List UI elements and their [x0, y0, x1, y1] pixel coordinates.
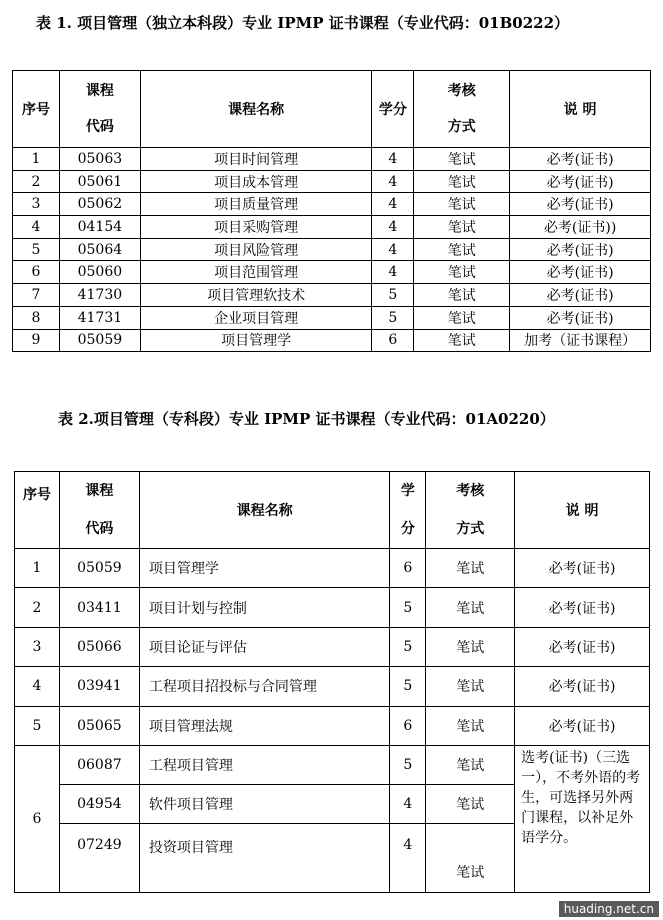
seq-cell: 1: [15, 549, 60, 588]
credit-cell: 4: [390, 823, 426, 892]
code-cell: 04154: [59, 216, 140, 239]
code-cell: 05061: [59, 170, 140, 193]
note-cell: 必考(证书): [510, 170, 651, 193]
code-cell: 04954: [59, 784, 139, 823]
seq-cell: 4: [15, 667, 60, 706]
table-row: [13, 284, 651, 307]
name-cell: 项目管理学: [140, 329, 372, 352]
seq-cell: 3: [13, 193, 60, 216]
name-cell: 项目管理软技术: [140, 284, 372, 307]
note-cell: 必考(证书): [510, 238, 651, 261]
credit-cell: 4: [372, 238, 414, 261]
credit-cell: 5: [390, 667, 426, 706]
name-cell: 企业项目管理: [140, 306, 372, 329]
exam-cell: 笔试: [414, 261, 510, 284]
credit-cell: 4: [372, 148, 414, 171]
name-cell: 项目论证与评估: [139, 627, 390, 666]
table-row: [15, 667, 650, 706]
seq-cell: 5: [15, 706, 60, 745]
table-row: [13, 193, 651, 216]
name-cell: 项目计划与控制: [139, 588, 390, 627]
table-row: [13, 238, 651, 261]
header-seq: 序号: [13, 71, 60, 148]
code-cell: 06087: [59, 745, 139, 784]
name-cell: 项目成本管理: [140, 170, 372, 193]
code-cell: 05059: [59, 549, 139, 588]
table1: [12, 70, 651, 352]
code-cell: 05060: [59, 261, 140, 284]
header-note: 说 明: [515, 472, 650, 549]
header-note: 说 明: [510, 71, 651, 148]
seq-cell: 2: [15, 588, 60, 627]
seq-cell: 4: [13, 216, 60, 239]
name-cell: 投资项目管理: [139, 823, 390, 892]
credit-cell: 5: [390, 627, 426, 666]
code-cell: 05059: [59, 329, 140, 352]
group-seq-cell: 6: [15, 745, 60, 892]
credit-cell: 4: [372, 261, 414, 284]
header-name: 课程名称: [139, 472, 390, 549]
table-row: [13, 148, 651, 171]
exam-cell: 笔试: [414, 193, 510, 216]
table1-header-row: [13, 71, 651, 148]
header-code: 课程 代码: [59, 472, 139, 549]
name-cell: 项目采购管理: [140, 216, 372, 239]
code-cell: 05065: [59, 706, 139, 745]
group-note-cell: 选考(证书)（三选一），不考外语的考生，可选择另外两门课程，以补足外语学分。: [515, 745, 650, 892]
credit-cell: 5: [372, 306, 414, 329]
table1-title: 表 1. 项目管理（独立本科段）专业 IPMP 证书课程（专业代码：01B0222）: [36, 14, 570, 32]
header-code: 课程 代码: [59, 71, 140, 148]
note-cell: 必考(证书): [510, 306, 651, 329]
table2: [14, 471, 650, 893]
credit-cell: 4: [372, 170, 414, 193]
table2-header-row: [15, 472, 650, 549]
header-name: 课程名称: [140, 71, 372, 148]
header-exam: 考核 方式: [414, 71, 510, 148]
code-cell: 05064: [59, 238, 140, 261]
note-cell: 必考(证书): [510, 284, 651, 307]
name-cell: 工程项目管理: [139, 745, 390, 784]
name-cell: 项目管理学: [139, 549, 390, 588]
table-row: [15, 745, 650, 784]
note-cell: 加考（证书课程）: [510, 329, 651, 352]
note-cell: 必考(证书): [510, 148, 651, 171]
table-row: [15, 588, 650, 627]
note-cell: 必考(证书): [515, 549, 650, 588]
name-cell: 软件项目管理: [139, 784, 390, 823]
seq-cell: 7: [13, 284, 60, 307]
exam-cell: 笔试: [426, 823, 515, 892]
table-row: [13, 329, 651, 352]
code-cell: 05062: [59, 193, 140, 216]
code-cell: 03411: [59, 588, 139, 627]
name-cell: 项目管理法规: [139, 706, 390, 745]
exam-cell: 笔试: [414, 148, 510, 171]
exam-cell: 笔试: [426, 667, 515, 706]
note-cell: 必考(证书)): [510, 216, 651, 239]
table-row: [15, 706, 650, 745]
note-cell: 必考(证书): [510, 193, 651, 216]
exam-cell: 笔试: [414, 329, 510, 352]
credit-cell: 6: [390, 706, 426, 745]
seq-cell: 1: [13, 148, 60, 171]
table2-title: 表 2.项目管理（专科段）专业 IPMP 证书课程（专业代码：01A0220）: [58, 410, 555, 428]
code-cell: 05066: [59, 627, 139, 666]
credit-cell: 5: [372, 284, 414, 307]
exam-cell: 笔试: [414, 170, 510, 193]
name-cell: 项目风险管理: [140, 238, 372, 261]
exam-cell: 笔试: [414, 284, 510, 307]
note-cell: 必考(证书): [515, 667, 650, 706]
header-credit: 学 分: [390, 472, 426, 549]
seq-cell: 9: [13, 329, 60, 352]
credit-cell: 4: [372, 193, 414, 216]
credit-cell: 6: [390, 549, 426, 588]
credit-cell: 5: [390, 745, 426, 784]
seq-cell: 5: [13, 238, 60, 261]
code-cell: 07249: [59, 823, 139, 892]
note-cell: 必考(证书): [515, 706, 650, 745]
code-cell: 41730: [59, 284, 140, 307]
header-credit: 学分: [372, 71, 414, 148]
note-cell: 必考(证书): [510, 261, 651, 284]
code-cell: 05063: [59, 148, 140, 171]
code-cell: 03941: [59, 667, 139, 706]
table-row: [13, 216, 651, 239]
note-cell: 必考(证书): [515, 588, 650, 627]
exam-cell: 笔试: [426, 627, 515, 666]
exam-cell: 笔试: [426, 745, 515, 784]
exam-cell: 笔试: [414, 238, 510, 261]
watermark: huading.net.cn: [559, 901, 659, 917]
table-row: [13, 261, 651, 284]
exam-cell: 笔试: [426, 549, 515, 588]
table-row: [15, 627, 650, 666]
seq-cell: 6: [13, 261, 60, 284]
seq-cell: 3: [15, 627, 60, 666]
exam-cell: 笔试: [426, 784, 515, 823]
header-exam: 考核 方式: [426, 472, 515, 549]
credit-cell: 4: [390, 784, 426, 823]
name-cell: 项目质量管理: [140, 193, 372, 216]
note-cell: 必考(证书): [515, 627, 650, 666]
code-cell: 41731: [59, 306, 140, 329]
name-cell: 工程项目招投标与合同管理: [139, 667, 390, 706]
exam-cell: 笔试: [426, 706, 515, 745]
table-row: [15, 549, 650, 588]
seq-cell: 8: [13, 306, 60, 329]
exam-cell: 笔试: [414, 306, 510, 329]
exam-cell: 笔试: [426, 588, 515, 627]
credit-cell: 5: [390, 588, 426, 627]
table-row: [13, 306, 651, 329]
header-seq: 序号: [15, 472, 60, 549]
credit-cell: 6: [372, 329, 414, 352]
name-cell: 项目时间管理: [140, 148, 372, 171]
credit-cell: 4: [372, 216, 414, 239]
exam-cell: 笔试: [414, 216, 510, 239]
seq-cell: 2: [13, 170, 60, 193]
table-row: [13, 170, 651, 193]
name-cell: 项目范围管理: [140, 261, 372, 284]
